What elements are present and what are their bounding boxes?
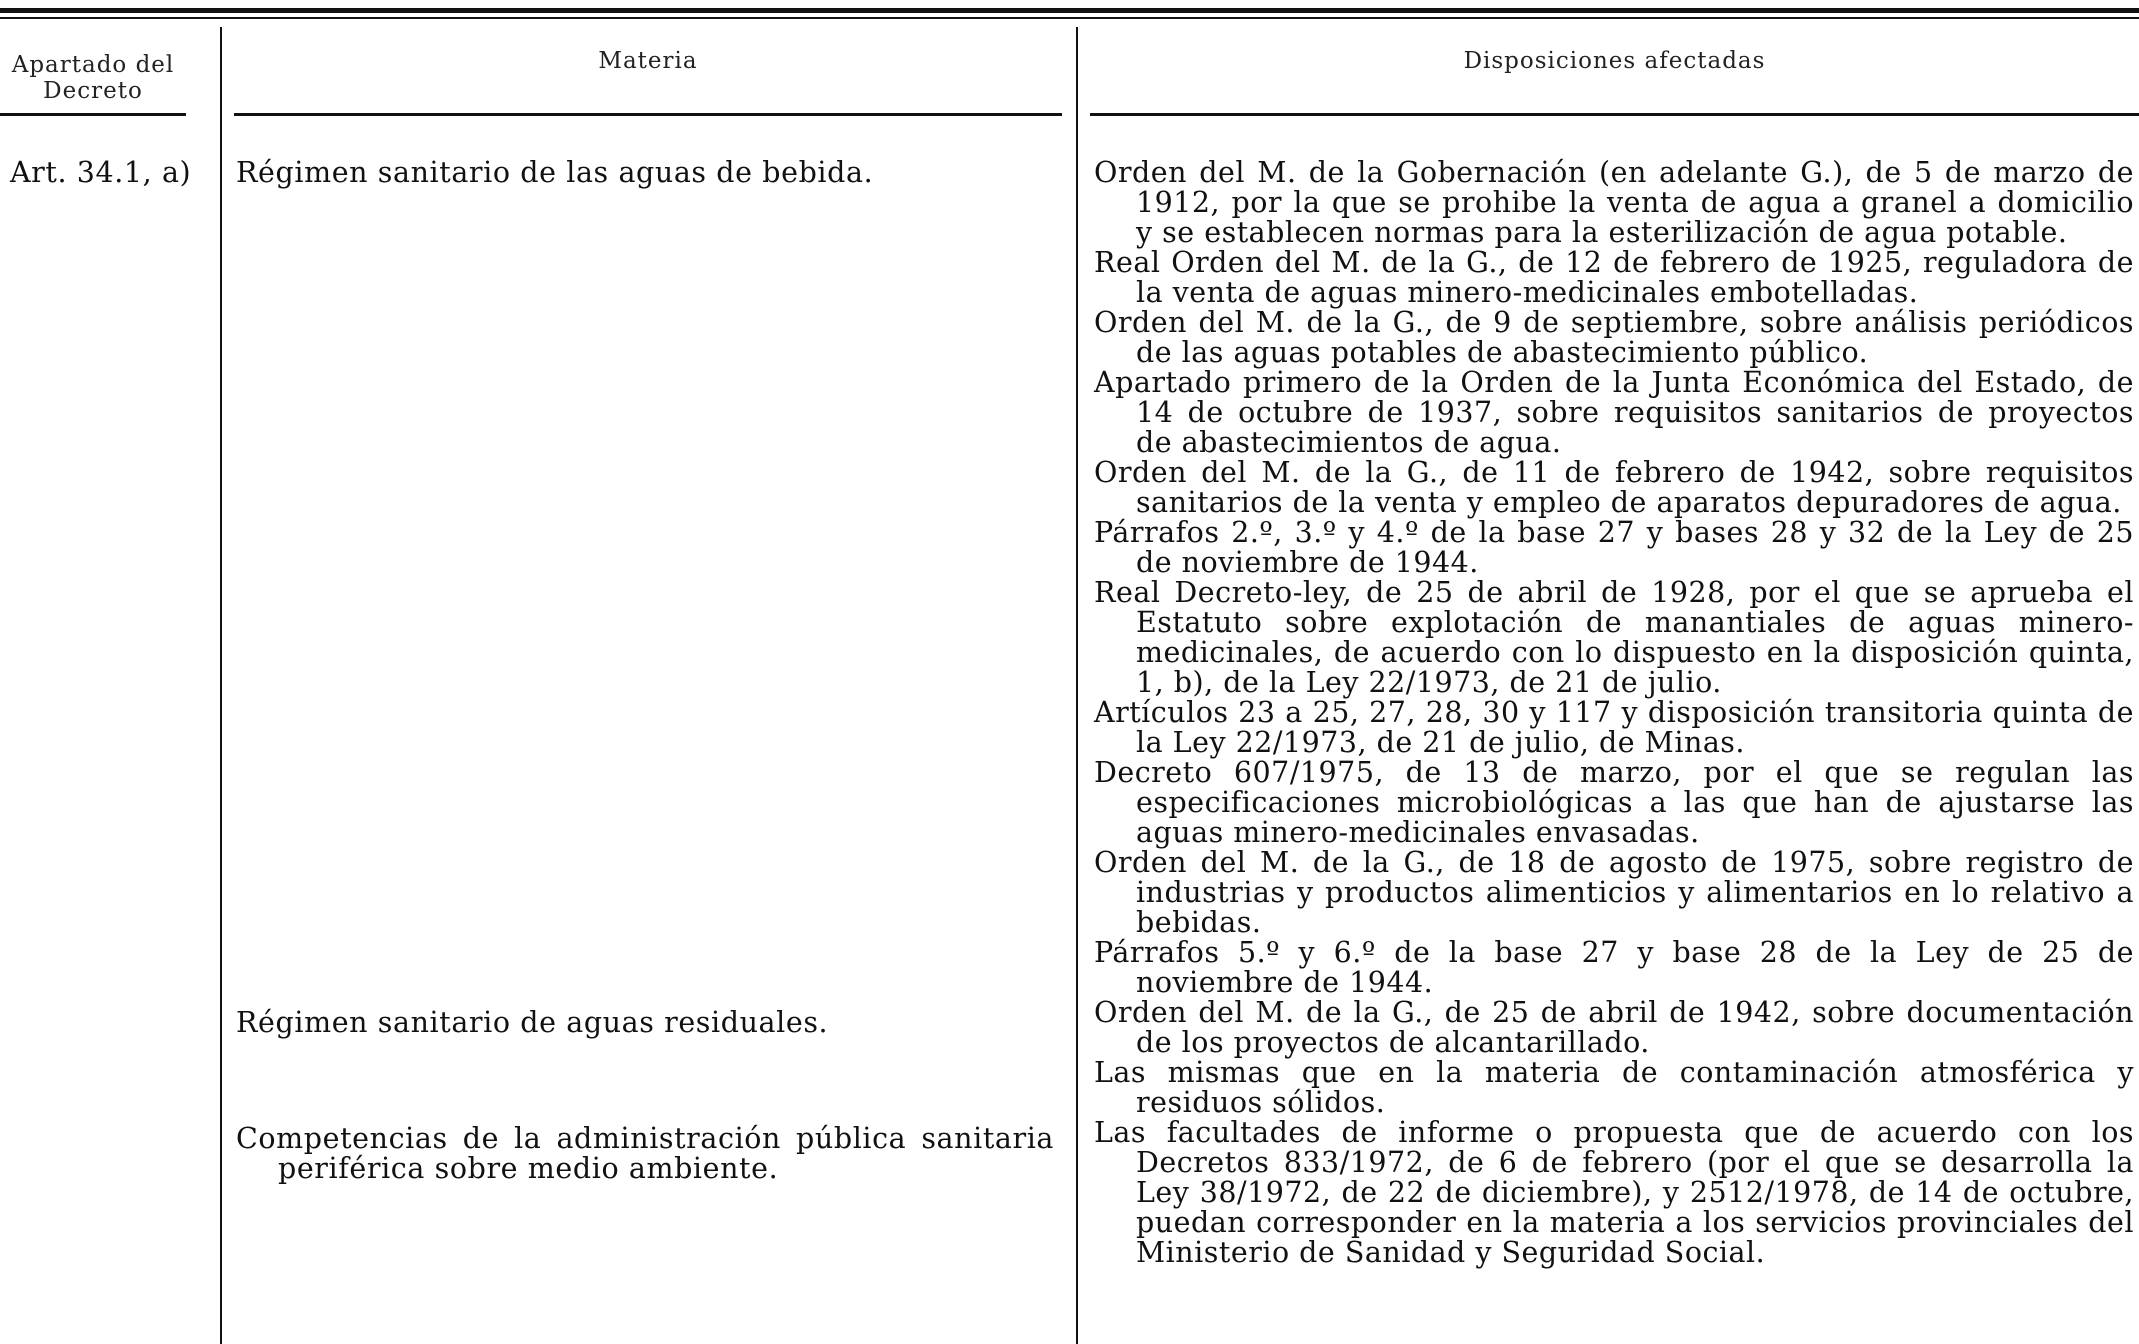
header-apartado: Apartado del Decreto (11, 52, 175, 104)
disposicion-item: Real Decreto-ley, de 25 de abril de 1928, por el que se aprueba el Estatuto sobre explotación de manantiales de aguas minero-medicinales, de acuerdo con lo dispuesto en la disposición quinta, 1, b), de la Ley 22/1973, de 21 de julio. (1094, 576, 2134, 699)
disposicion-item: Decreto 607/1975, de 13 de marzo, por el que se regulan las especificaciones microbiológicas a las que han de ajustarse las aguas minero-medicinales envasadas. (1094, 756, 2134, 849)
disposicion-item: Artículos 23 a 25, 27, 28, 30 y 117 y disposición transitoria quinta de la Ley 22/1973, de 21 de julio, de Minas. (1094, 696, 2134, 759)
disposicion-item: Párrafos 5.º y 6.º de la base 27 y base 28 de la Ley de 25 de noviembre de 1944. (1094, 936, 2134, 999)
header-materia: Materia (598, 48, 698, 74)
disposicion-item: Real Orden del M. de la G., de 12 de febrero de 1925, reguladora de la venta de aguas minero-medicinales embotelladas. (1094, 246, 2134, 309)
header-disposiciones: Disposiciones afectadas (1463, 48, 1766, 74)
materia-competencias-text: Competencias de la administración pública sanitaria periférica sobre medio ambiente. (236, 1122, 1054, 1185)
top-rule-thick (0, 8, 2139, 13)
materia-aguas-bebida: Régimen sanitario de las aguas de bebida. (236, 156, 874, 189)
article-reference: Art. 34.1, a) (10, 156, 192, 189)
disposicion-item: Orden del M. de la G., de 11 de febrero de 1942, sobre requisitos sanitarios de la venta y empleo de aparatos depuradores de agua. (1094, 456, 2134, 519)
column-divider-2 (1076, 27, 1078, 1344)
disposicion-item: Las facultades de informe o propuesta que de acuerdo con los Decretos 833/1972, de 6 de febrero (por el que se desarrolla la Ley 38/1972, de 22 de diciembre), y 2512/1978, de 14 de octubre, puedan corresponder en la materia a los servicios provinciales del Ministerio de Sanidad y Seguridad Social. (1094, 1116, 2134, 1269)
top-rule-thin (0, 17, 2139, 19)
materia-competencias (236, 1124, 1054, 1184)
disposicion-item: Apartado primero de la Orden de la Junta Económica del Estado, de 14 de octubre de 1937, sobre requisitos sanitarios de proyectos de abastecimientos de agua. (1094, 366, 2134, 459)
disposicion-item: Orden del M. de la G., de 18 de agosto de 1975, sobre registro de industrias y productos alimenticios y alimentarios en lo relativo a bebidas. (1094, 846, 2134, 939)
disposicion-item: Orden del M. de la G., de 25 de abril de 1942, sobre documentación de los proyectos de alcantarillado. (1094, 996, 2134, 1059)
column-divider-1 (220, 27, 222, 1344)
materia-aguas-residuales: Régimen sanitario de aguas residuales. (236, 1006, 829, 1039)
disposicion-item: Orden del M. de la Gobernación (en adelante G.), de 5 de marzo de 1912, por la que se prohibe la venta de agua a granel a domicilio y se establecen normas para la esterilización de agua potable. (1094, 156, 2134, 249)
disposicion-item: Las mismas que en la materia de contaminación atmosférica y residuos sólidos. (1094, 1056, 2134, 1119)
header-underline-1 (0, 113, 186, 116)
disposiciones-list (1094, 158, 2134, 1268)
disposicion-item: Orden del M. de la G., de 9 de septiembre, sobre análisis periódicos de las aguas potables de abastecimiento público. (1094, 306, 2134, 369)
header-underline-3 (1090, 113, 2139, 116)
disposicion-item: Párrafos 2.º, 3.º y 4.º de la base 27 y bases 28 y 32 de la Ley de 25 de noviembre de 1944. (1094, 516, 2134, 579)
header-underline-2 (234, 113, 1062, 116)
